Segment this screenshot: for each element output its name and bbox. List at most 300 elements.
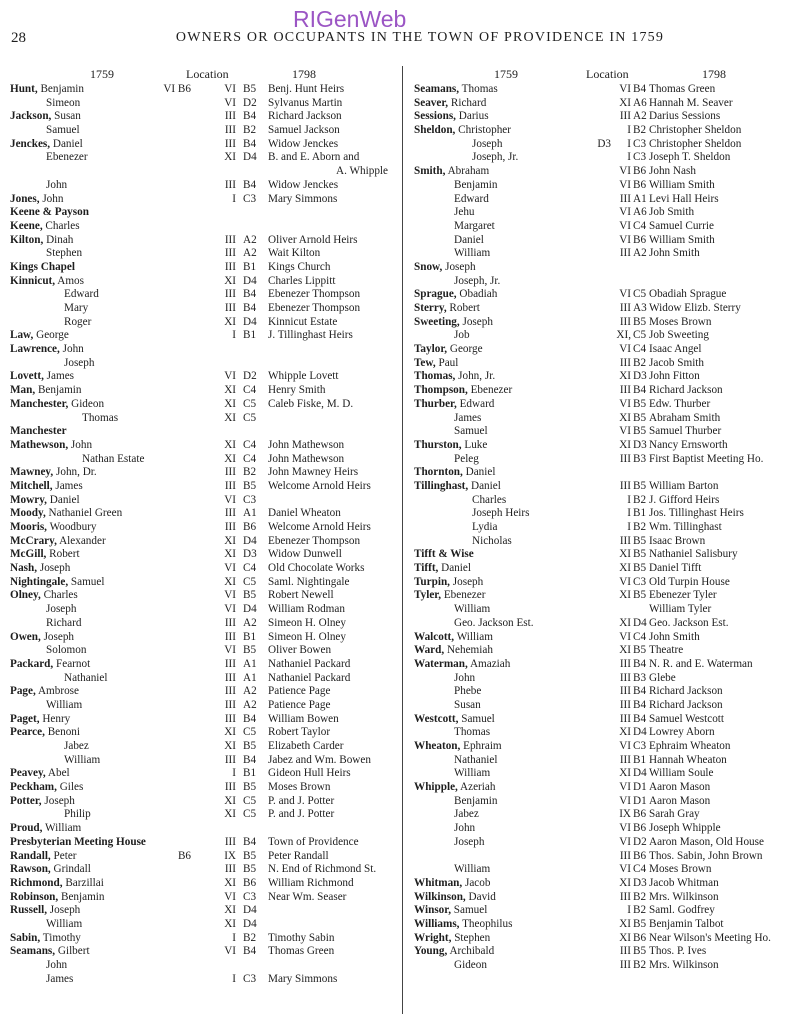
entry-row: [10, 836, 396, 850]
entry-row: [10, 384, 396, 398]
location-ward: XI: [619, 917, 631, 930]
given-name: Christopher: [455, 124, 511, 137]
entry-row: [10, 494, 396, 508]
surname: Tillinghast,: [414, 479, 469, 492]
owner-1798: Isaac Brown: [649, 534, 706, 547]
entry-row: [414, 193, 794, 207]
owner-1798: Simeon H. Olney: [268, 630, 346, 643]
entry-row: [414, 644, 794, 658]
given-name: Joseph: [46, 603, 77, 616]
location-section: B3: [633, 452, 647, 465]
location-ward: III: [224, 671, 236, 684]
location-ward: III: [619, 534, 631, 547]
location-ward: XI: [619, 726, 631, 739]
location-ward: VI: [619, 397, 631, 410]
entry-row: [10, 247, 396, 261]
location-ward: III: [619, 657, 631, 670]
owner-1798: Samuel Thurber: [649, 425, 722, 438]
surname: Lovett,: [10, 370, 44, 383]
location-section: B4: [243, 137, 257, 150]
given-name: John, Dr.: [53, 466, 97, 479]
given-name: Joseph, Jr.: [454, 274, 501, 287]
owner-1798: Darius Sessions: [649, 110, 721, 123]
location-section: B1: [243, 767, 257, 780]
given-name: Daniel: [50, 137, 83, 150]
location-section: C5: [243, 808, 257, 821]
location-ward: XI: [224, 452, 236, 465]
surname: Manchester,: [10, 397, 69, 410]
entry-row: [414, 302, 794, 316]
location-section: B5: [243, 849, 257, 862]
location-ward: III: [619, 945, 631, 958]
entry-row: [10, 343, 396, 357]
owner-1798: Welcome Arnold Heirs: [268, 521, 371, 533]
given-name: Benjamin: [37, 83, 84, 95]
location-ward: VI: [619, 822, 631, 835]
location-section: B5: [633, 479, 647, 492]
entry-name: [64, 740, 89, 754]
owner-1798: Charles Lippitt: [268, 274, 336, 287]
location-section: D3: [633, 876, 647, 889]
surname: McCrary,: [10, 534, 57, 547]
entry-row: [10, 644, 396, 658]
location-section: D4: [243, 315, 257, 328]
entry-row: [414, 877, 794, 891]
owner-1798: Widow Jenckes: [268, 137, 339, 150]
location-section: B2: [633, 521, 647, 533]
given-name: Paul: [435, 356, 459, 369]
location-section: C3: [633, 137, 647, 150]
header-1798: 1798: [702, 67, 726, 81]
location-section: C4: [633, 630, 647, 643]
given-name: Amaziah: [467, 657, 511, 670]
entry-name: [46, 179, 67, 193]
location-ward: VI: [619, 425, 631, 438]
entry-row: [10, 83, 396, 97]
owner-1798: Christopher Sheldon: [649, 137, 742, 150]
location-section: A2: [243, 698, 257, 711]
entry-row: [414, 781, 794, 795]
entry-row: [414, 808, 794, 822]
given-name: Thomas: [82, 411, 119, 424]
given-name: Richard: [448, 96, 487, 109]
surname: Walcott,: [414, 630, 455, 643]
entry-row: [10, 932, 396, 946]
entry-row: [414, 576, 794, 590]
given-name: Luke: [461, 438, 488, 451]
given-name: Joseph: [459, 315, 493, 328]
entry-name: [10, 521, 97, 535]
location-section: A1: [243, 657, 257, 670]
owner-1798: Patience Page: [268, 698, 331, 711]
owner-1798: William Richmond: [268, 876, 354, 889]
location-ward: III: [224, 712, 236, 725]
owner-1798: John Smith: [649, 630, 700, 643]
entry-name: [454, 247, 490, 261]
entry-row: [10, 535, 396, 549]
given-name: Azeriah: [457, 781, 496, 794]
location-ward: VI: [224, 603, 236, 616]
entry-row: [10, 822, 396, 836]
page-number: 28: [11, 30, 26, 46]
entry-row: [10, 945, 396, 959]
owner-1798: Benj. Hunt Heirs: [268, 83, 345, 95]
owner-1798: Lowrey Aborn: [649, 726, 715, 739]
location-ward: III: [224, 616, 236, 629]
given-name: James: [52, 479, 83, 492]
location-section: C5: [633, 329, 647, 342]
owner-1798: William Smith: [649, 178, 715, 191]
given-name: Benjamin: [35, 384, 82, 397]
given-name: William: [454, 603, 491, 616]
entry-row: [10, 206, 396, 220]
column-divider: [402, 66, 403, 1014]
entry-name: [454, 275, 500, 289]
owner-1798: Richard Jackson: [649, 698, 723, 711]
entry-name: [472, 494, 506, 508]
location-ward: XI,: [616, 329, 631, 342]
surname: Sheldon,: [414, 124, 456, 137]
surname: Turpin,: [414, 575, 450, 588]
location-section: B6: [633, 233, 647, 246]
location-ward: XI: [619, 548, 631, 561]
entry-row: [10, 904, 396, 918]
entry-name: [414, 658, 510, 672]
entry-row: [10, 850, 396, 864]
surname: Wright,: [414, 931, 452, 944]
entry-name: [64, 672, 108, 686]
given-name: Joseph: [47, 904, 81, 917]
surname: Owen,: [10, 630, 41, 643]
entry-row: [414, 206, 794, 220]
owner-1798: Theatre: [649, 644, 684, 657]
entry-row: [414, 617, 794, 631]
given-name: Henry: [39, 712, 71, 725]
given-name: David: [465, 890, 496, 903]
entry-name: [414, 343, 483, 357]
location-ward: VI: [619, 835, 631, 848]
entry-row: [414, 699, 794, 713]
entry-name: [472, 507, 529, 521]
entry-name: [64, 808, 91, 822]
owner-1798: Geo. Jackson Est.: [649, 616, 729, 629]
location-section: B6: [633, 808, 647, 821]
entry-row: [10, 713, 396, 727]
entry-name: [10, 726, 80, 740]
location-ward: III: [619, 192, 631, 205]
location-section: B6: [633, 931, 647, 944]
surname: Man,: [10, 384, 36, 397]
given-name: Edward: [64, 288, 99, 301]
location-section: B6: [243, 876, 257, 889]
location-ward: VI: [619, 575, 631, 588]
given-name: Joseph Heirs: [472, 507, 530, 520]
entry-row: [414, 713, 794, 727]
entry-row: [414, 83, 794, 97]
entry-name: [10, 110, 81, 124]
location-ward: III: [224, 110, 236, 123]
entry-name: [454, 193, 489, 207]
location-section: C3: [633, 151, 647, 164]
location-section: B6: [633, 178, 647, 191]
location-section: D1: [633, 794, 647, 807]
entry-row: [414, 521, 794, 535]
entry-name: [414, 261, 476, 275]
location-ward: III: [224, 137, 236, 150]
given-name: Daniel: [454, 233, 484, 246]
entry-name: [414, 439, 487, 453]
location-section: B5: [633, 917, 647, 930]
location-section: D4: [243, 151, 257, 164]
entry-name: [10, 589, 78, 603]
given-name: Samuel: [451, 904, 488, 917]
entry-row: [414, 836, 794, 850]
entry-name: [454, 179, 498, 193]
location-section: C3: [633, 740, 647, 752]
surname: Moody,: [10, 507, 46, 520]
location-section: C3: [243, 493, 257, 506]
surname: Lawrence,: [10, 343, 60, 356]
given-name: Charles: [42, 219, 80, 232]
owner-1798: Kings Church: [268, 260, 331, 273]
given-name: Theophilus: [459, 917, 513, 930]
surname: Potter,: [10, 794, 42, 807]
entry-row: [414, 110, 794, 124]
location-ward: III: [619, 247, 631, 260]
entry-row: [414, 795, 794, 809]
entry-row: [414, 466, 794, 480]
location-ward: XI: [224, 904, 236, 917]
owner-1798: Aaron Mason, Old House: [649, 835, 764, 848]
given-name: Ambrose: [35, 685, 79, 698]
given-name: Archibald: [447, 945, 495, 958]
owner-1798: Saml. Nightingale: [268, 575, 350, 588]
location-section: D2: [243, 96, 257, 109]
surname: Sessions,: [414, 110, 456, 123]
location-ward: XI: [619, 96, 631, 109]
entry-name: [64, 357, 94, 371]
entry-name: [46, 918, 82, 932]
entry-name: [10, 480, 83, 494]
owner-1798: Abraham Smith: [649, 411, 721, 424]
location-ward: XI: [224, 808, 236, 821]
entry-row: [10, 808, 396, 822]
location-section: B1: [243, 329, 257, 342]
owner-1798: William Soule: [649, 767, 714, 780]
location-section: D4: [243, 904, 257, 917]
owner-1798: William Bowen: [268, 712, 339, 725]
entry-row: [414, 343, 794, 357]
given-name: Robert: [46, 548, 80, 561]
given-name: Dinah: [43, 233, 74, 246]
location-section: B5: [243, 781, 257, 794]
location-ward: VI: [619, 206, 631, 219]
given-name: William: [64, 753, 101, 766]
given-name: Nathaniel: [454, 753, 498, 766]
entry-name: [414, 877, 490, 891]
given-name: Samuel: [68, 575, 105, 588]
entry-name: [10, 781, 83, 795]
owner-1798: N. End of Richmond St.: [268, 863, 377, 876]
location-ward: III: [619, 712, 631, 725]
entry-name: [10, 877, 104, 891]
entry-row: [414, 412, 794, 426]
entry-row: [10, 124, 396, 138]
owner-1798: Benjamin Talbot: [649, 917, 724, 930]
owner-1798: A. Whipple: [336, 165, 388, 178]
entry-row: [10, 138, 396, 152]
location-section: C4: [243, 562, 257, 575]
location-ward: XI: [619, 589, 631, 602]
location-ward: XI: [619, 411, 631, 424]
location-section: B5: [633, 644, 647, 657]
location-section: B4: [243, 288, 257, 301]
entry-name: [454, 767, 490, 781]
location-ward: VI: [619, 781, 631, 794]
location-section: C5: [243, 397, 257, 410]
entry-row: [414, 384, 794, 398]
given-name: Joseph: [64, 356, 95, 369]
location-section: B1: [243, 260, 257, 273]
given-name: Fearnot: [53, 657, 91, 670]
given-name: Susan: [51, 110, 81, 123]
entry-row: [10, 631, 396, 645]
entry-name: [414, 302, 480, 316]
location-section: A2: [633, 247, 647, 260]
given-name: Edward: [454, 192, 489, 205]
prior-location: D3: [597, 137, 611, 150]
location-ward: XI: [619, 644, 631, 657]
location-ward: XI: [224, 151, 236, 164]
entry-row: [414, 685, 794, 699]
location-section: C5: [633, 288, 647, 301]
location-ward: XI: [224, 794, 236, 807]
entry-name: [472, 521, 497, 535]
location-ward: III: [224, 753, 236, 766]
location-ward: III: [224, 466, 236, 479]
owner-1798: Nancy Ernsworth: [649, 438, 728, 451]
location-ward: VI: [619, 219, 631, 232]
entry-name: [454, 453, 479, 467]
entry-row: [414, 904, 794, 918]
surname: Thurber,: [414, 397, 457, 410]
owner-1798: Moses Brown: [649, 863, 712, 876]
entry-row: [414, 548, 794, 562]
location-ward: III: [224, 479, 236, 492]
location-section: B4: [243, 302, 257, 314]
owner-1798: Richard Jackson: [649, 685, 723, 698]
location-ward: XI: [224, 740, 236, 752]
surname: Smith,: [414, 165, 446, 178]
location-section: B6: [633, 822, 647, 835]
owner-1798: Simeon H. Olney: [268, 616, 346, 629]
location-ward: XI: [224, 384, 236, 397]
entry-row: [10, 97, 396, 111]
entry-name: [10, 343, 84, 357]
given-name: Susan: [454, 698, 481, 711]
surname: Thurston,: [414, 438, 462, 451]
owner-1798: John Mathewson: [268, 438, 345, 451]
entry-row: [414, 480, 794, 494]
entry-row: [10, 179, 396, 193]
location-section: C3: [633, 575, 647, 588]
owner-1798: Jacob Smith: [649, 356, 705, 369]
entry-row: [10, 165, 396, 179]
location-section: A1: [633, 192, 647, 205]
owner-1798: Richard Jackson: [649, 384, 723, 397]
header-1798: 1798: [292, 67, 316, 81]
entry-row: [414, 754, 794, 768]
owner-1798: Isaac Angel: [649, 343, 702, 356]
entry-name: [454, 699, 481, 713]
owner-1798: Nathaniel Salisbury: [649, 548, 738, 561]
entry-row: [10, 234, 396, 248]
entry-name: [414, 576, 483, 590]
owner-1798: Near Wm. Seaser: [268, 890, 347, 903]
location-ward: VI: [619, 233, 631, 246]
given-name: Peleg: [454, 452, 479, 465]
owner-1798: John Mawney Heirs: [268, 466, 359, 479]
given-name: William: [454, 767, 491, 780]
owner-1798: Ebenezer Thompson: [268, 534, 361, 547]
owner-1798: Saml. Godfrey: [649, 904, 715, 917]
entry-row: [10, 973, 396, 987]
owner-1798: Nathaniel Packard: [268, 671, 351, 684]
location-ward: III: [224, 507, 236, 520]
location-ward: VI: [224, 83, 236, 95]
location-section: B2: [633, 124, 647, 137]
surname: Manchester: [10, 425, 67, 438]
location-section: A6: [633, 96, 647, 109]
left-column: [10, 67, 396, 1007]
given-name: Samuel: [454, 425, 488, 438]
owner-1798: Aaron Mason: [649, 781, 711, 794]
right-entry-list: [414, 83, 794, 973]
entry-name: [454, 822, 475, 836]
owner-1798: Joseph Whipple: [649, 822, 721, 835]
owner-1798: Peter Randall: [268, 849, 329, 862]
entry-row: [414, 672, 794, 686]
location-ward: XI: [224, 726, 236, 739]
given-name: James: [43, 370, 75, 383]
given-name: Nathaniel Green: [45, 507, 123, 520]
given-name: Thomas: [459, 83, 498, 95]
entry-name: [10, 535, 106, 549]
entry-row: [10, 672, 396, 686]
entry-name: [10, 439, 92, 453]
owner-1798: William Rodman: [268, 603, 345, 616]
location-section: D4: [243, 917, 257, 930]
location-ward: III: [619, 685, 631, 698]
owner-1798: First Baptist Meeting Ho.: [649, 452, 764, 465]
location-ward: VI: [224, 589, 236, 602]
location-section: A2: [633, 110, 647, 123]
entry-row: [414, 767, 794, 781]
entry-row: [414, 658, 794, 672]
given-name: Woodbury: [46, 521, 97, 533]
entry-row: [10, 521, 396, 535]
owner-1798: John Mathewson: [268, 452, 345, 465]
location-ward: III: [224, 698, 236, 711]
owner-1798: Thos. Sabin, John Brown: [649, 849, 763, 862]
given-name: John: [46, 959, 68, 971]
surname: Russell,: [10, 904, 47, 917]
entry-name: [414, 370, 495, 384]
location-ward: XI: [224, 397, 236, 410]
entry-name: [10, 863, 91, 877]
owner-1798: Mrs. Wilkinson: [649, 890, 719, 903]
surname: Mitchell,: [10, 479, 53, 492]
